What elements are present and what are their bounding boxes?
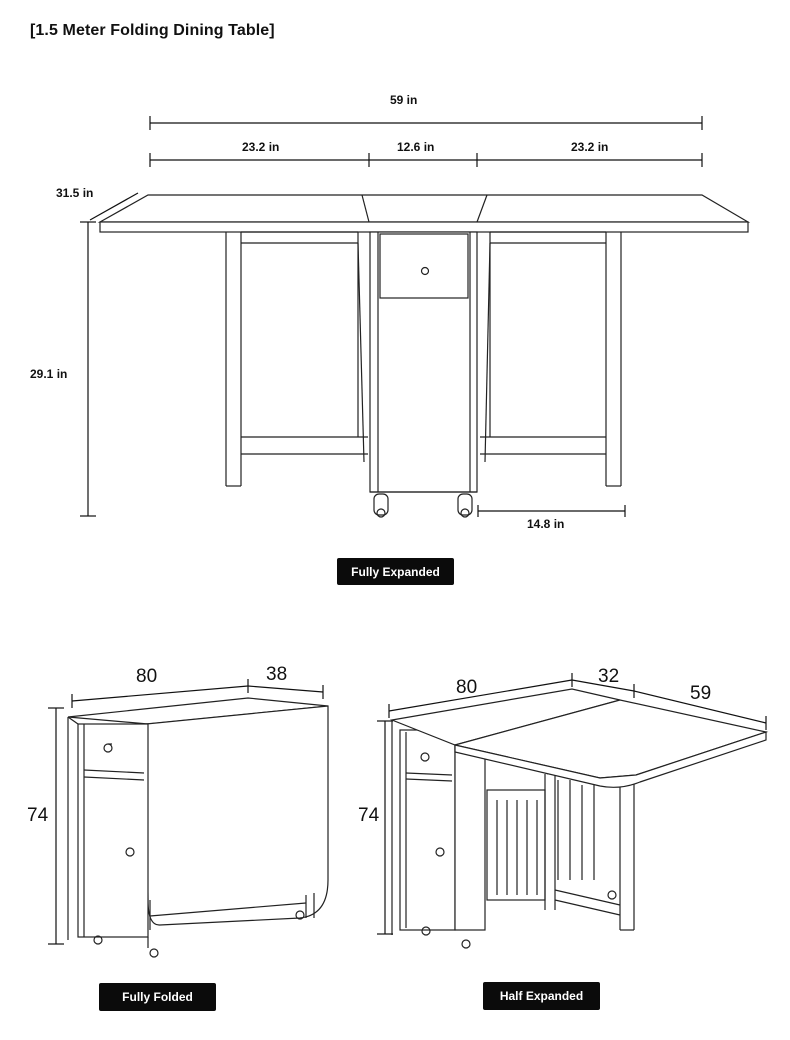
folded-table-drawing: [68, 698, 328, 957]
expanded-table-drawing: [100, 195, 748, 517]
half-table-drawing: [392, 689, 766, 948]
expanded-depth-label: 31.5 in: [56, 186, 94, 200]
folded-height-label: 74: [27, 805, 49, 826]
expanded-clearance-label: 14.8 in: [527, 517, 565, 531]
half-wing-label: 59: [690, 683, 712, 704]
half-height-label: 74: [358, 805, 380, 826]
half-depth-label: 32: [598, 666, 620, 687]
folded-width-label: 80: [136, 666, 158, 687]
folded-depth-label: 38: [266, 664, 288, 685]
page-title: [1.5 Meter Folding Dining Table]: [30, 22, 275, 39]
fully-folded-badge: Fully Folded: [99, 983, 216, 1011]
expanded-left-wing-label: 23.2 in: [242, 140, 280, 154]
half-expanded-badge: Half Expanded: [483, 982, 600, 1010]
expanded-center-label: 12.6 in: [397, 140, 435, 154]
expanded-height-label: 29.1 in: [30, 367, 68, 381]
expanded-right-wing-label: 23.2 in: [571, 140, 609, 154]
expanded-total-width-label: 59 in: [390, 93, 418, 107]
fully-expanded-badge: Fully Expanded: [337, 558, 454, 585]
half-width-label: 80: [456, 677, 478, 698]
